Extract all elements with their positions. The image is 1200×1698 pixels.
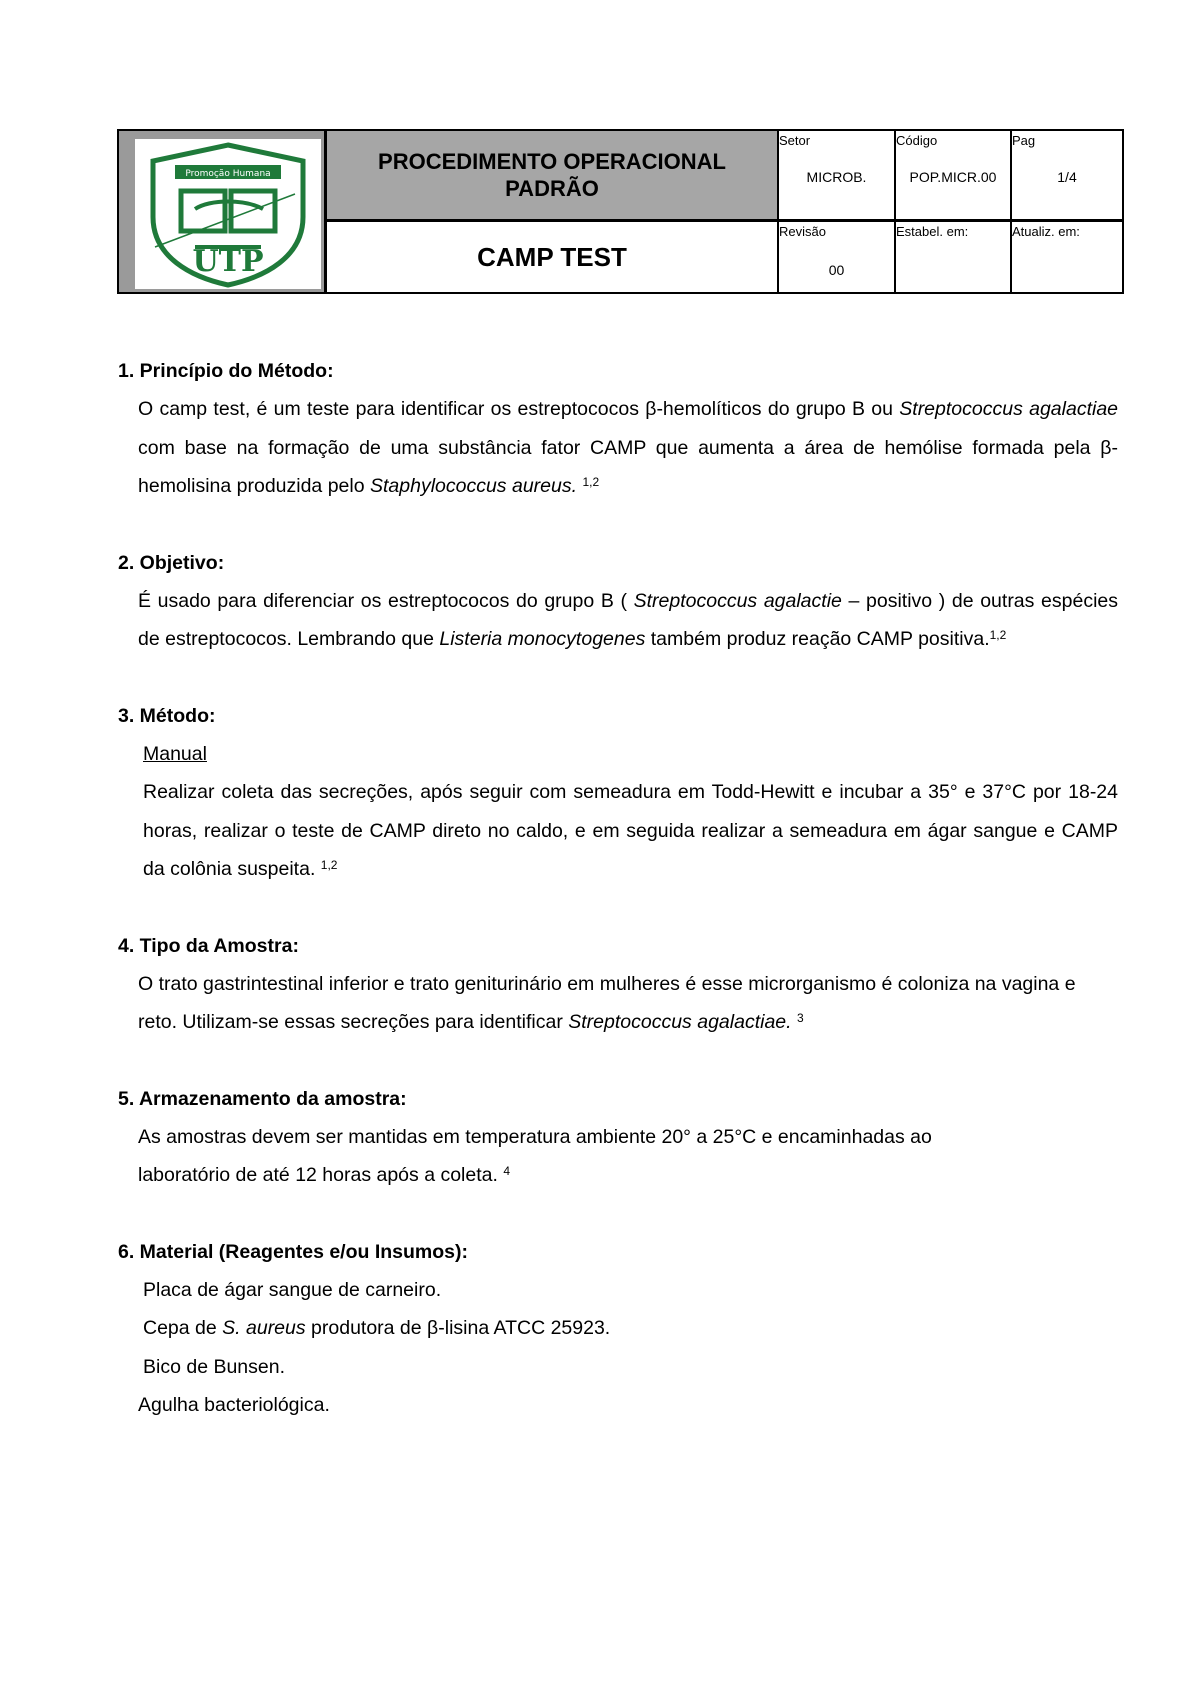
logo-bottom-text: UTP: [192, 244, 264, 279]
section-material: [118, 1233, 1118, 1425]
material-item: Agulha bacteriológica.: [138, 1394, 330, 1416]
text-run: As amostras devem ser mantidas em temperatura ambiente 20° a 25°C e encaminhadas ao laboratório de até 12 horas após a coleta.: [138, 1125, 932, 1186]
section-title: 4. Tipo da Amostra:: [118, 934, 299, 957]
species-name: Staphylococcus aureus.: [369, 475, 578, 497]
text-run: produtora de β-lisina ATCC 25923.: [305, 1317, 611, 1339]
document-body: [118, 352, 1118, 1425]
section-armazenamento: [118, 1080, 1118, 1195]
text-run: O camp test, é um teste para identificar os estreptococos β-hemolíticos do grupo B ou: [138, 398, 893, 420]
document-subtitle: CAMP TEST: [324, 219, 777, 292]
material-item: [143, 1309, 1118, 1348]
text-run: Cepa de: [143, 1317, 223, 1339]
section-title: 3. Método:: [118, 704, 216, 727]
revisao-cell: [777, 219, 894, 292]
section-title: 1. Princípio do Método:: [118, 360, 334, 382]
codigo-value: POP.MICR.00: [909, 169, 997, 185]
section-title: 6. Material (Reagentes e/ou Insumos):: [118, 1240, 469, 1263]
reference-marker: 1,2: [320, 858, 338, 872]
species-name: Streptococcus agalactiae: [899, 398, 1119, 420]
setor-label: Setor: [779, 133, 811, 148]
revisao-value: 00: [828, 262, 845, 278]
section-metodo: [118, 697, 1118, 889]
reference-marker: 1,2: [989, 628, 1007, 642]
revisao-label: Revisão: [779, 224, 826, 239]
section-text: [138, 965, 1118, 1042]
material-item: Placa de ágar sangue de carneiro.: [143, 1278, 442, 1301]
text-run: É usado para diferenciar os estreptococos do grupo B (: [138, 589, 634, 612]
species-name: Listeria monocytogenes: [439, 628, 646, 650]
setor-cell: [777, 131, 894, 219]
text-run: Realizar coleta das secreções, após seguir com semeadura em Todd-Hewitt e incubar a 35° e 37°C por 18-24 horas, realizar o teste de CAMP direto no caldo, e em seguida realizar a semeadura em ágar sangue e CAMP da colônia suspeita.: [143, 781, 1118, 880]
material-item: Bico de Bunsen.: [143, 1355, 286, 1378]
section-principio: [118, 352, 1118, 506]
document-title: PROCEDIMENTO OPERACIONAL PADRÃO: [324, 131, 777, 219]
section-text: [138, 390, 1118, 506]
material-list: [138, 1271, 1118, 1425]
species-name: Streptococcus agalactiae.: [568, 1011, 792, 1033]
pag-value: 1/4: [1057, 169, 1077, 185]
pag-label: Pag: [1012, 133, 1036, 148]
section-text: [143, 773, 1118, 889]
section-text: [138, 582, 1118, 659]
estabel-cell: [894, 219, 1010, 292]
atualiz-cell: [1010, 219, 1122, 292]
reference-marker: 1,2: [582, 475, 600, 489]
document-header: [117, 129, 1124, 294]
reference-marker: 3: [796, 1011, 804, 1025]
section-title: 5. Armazenamento da amostra:: [118, 1087, 407, 1110]
codigo-cell: [894, 131, 1010, 219]
text-run: com base na formação de uma substância fator CAMP que aumenta a área de hemólise formada pela β-hemolisina produzida pelo: [138, 436, 1118, 497]
species-name: Streptococcus agalactie: [633, 589, 842, 612]
estabel-label: Estabel. em:: [896, 224, 969, 239]
text-run: também produz reação CAMP positiva.: [645, 628, 990, 650]
species-name: S. aureus: [222, 1317, 306, 1339]
reference-marker: 4: [503, 1164, 511, 1178]
logo-cell: [119, 131, 324, 292]
section-title: 2. Objetivo:: [118, 551, 225, 574]
manual-label: Manual: [143, 742, 207, 765]
section-objetivo: [118, 544, 1118, 659]
utp-shield-logo: [135, 139, 321, 289]
text-run: – positivo ) de outras espécies de estreptococos. Lembrando que: [138, 589, 1119, 650]
section-tipo-amostra: [118, 927, 1118, 1042]
codigo-label: Código: [896, 133, 938, 148]
logo-top-text: Promoção Humana: [185, 169, 271, 179]
utp-logo: [135, 139, 321, 289]
method-subtitle: [143, 735, 1118, 774]
section-text: [138, 1118, 998, 1195]
text-run: O trato gastrintestinal inferior e trato geniturinário em mulheres é esse microrganismo é coloniza na vagina e reto. Utilizam-se essas secreções para identificar: [138, 972, 1076, 1033]
pag-cell: [1010, 131, 1122, 219]
atualiz-label: Atualiz. em:: [1012, 224, 1080, 239]
setor-value: MICROB.: [806, 169, 867, 185]
